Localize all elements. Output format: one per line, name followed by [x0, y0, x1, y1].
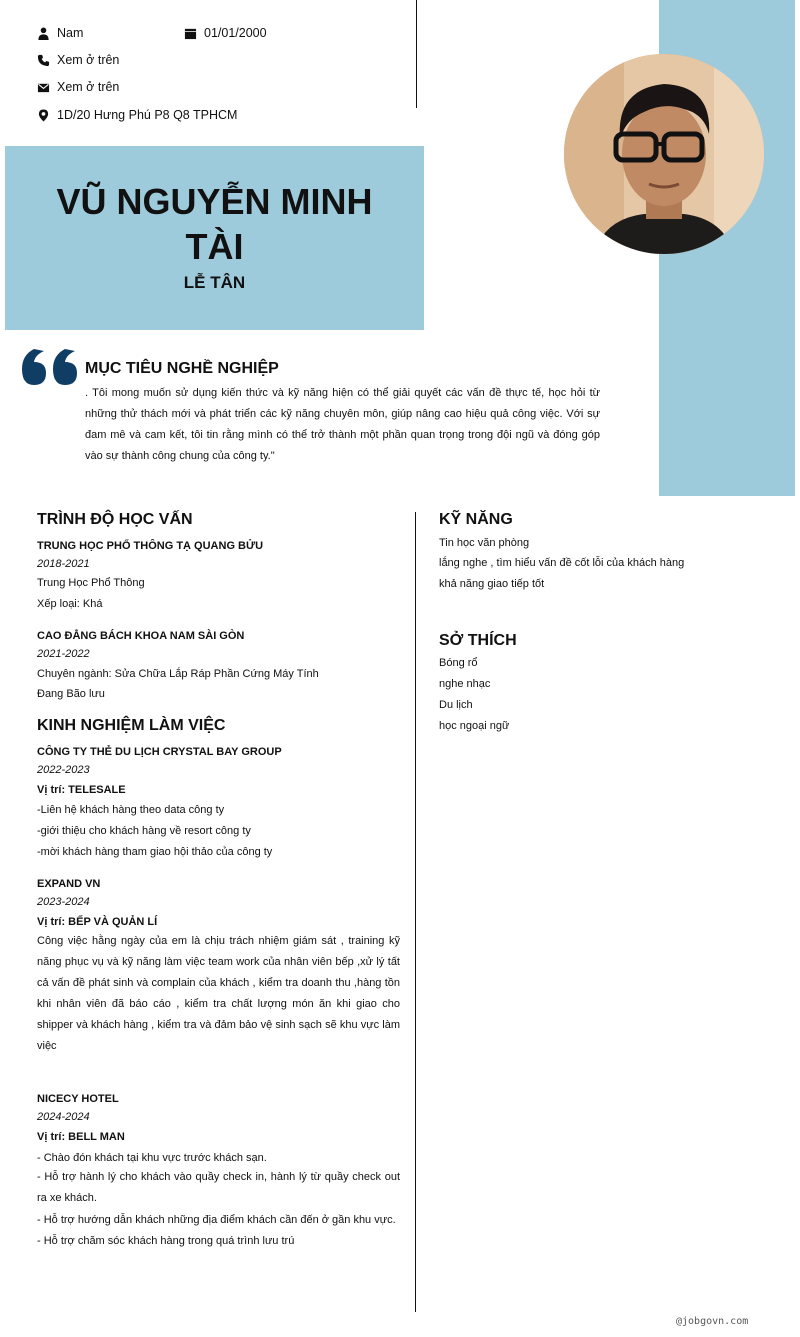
- education-detail: Chuyên ngành: Sửa Chữa Lắp Ráp Phần Cứng Máy Tính: [37, 668, 319, 680]
- hobbies-title: SỞ THÍCH: [439, 632, 517, 649]
- education-detail: Đang Bão lưu: [37, 688, 105, 700]
- phone-icon: [37, 54, 50, 67]
- experience-description: Công việc hằng ngày của em là chịu trách nhiệm giám sát , training kỹ năng phục vụ và kỹ năng làm việc team work của nhân viên bếp ,xử lý tất cả vấn đề phát sinh và complain của khách , kiểm tra doanh thu ,hàng tồn khi nhân viên đã báo cáo , kiểm tra chất lượng món ăn khi giao cho shipper và khách hàng , kiểm tra và đảm bảo vệ sinh sạch sẽ khu vực làm việc: [37, 935, 400, 1052]
- experience-position: Vị trí: BẾP VÀ QUẢN LÍ: [37, 916, 158, 928]
- experience-years: 2024-2024: [37, 1111, 90, 1123]
- skill-item: Tin học văn phòng: [439, 537, 530, 549]
- quote-icon: [20, 345, 78, 387]
- name-banner: [5, 146, 424, 330]
- contact-birthdate: [184, 26, 267, 40]
- experience-duty: - Chào đón khách tại khu vực trước khách sạn.: [37, 1152, 267, 1164]
- full-name: VŨ NGUYỄN MINH TÀI: [56, 181, 373, 267]
- email-text: Xem ở trên: [57, 80, 120, 94]
- job-title: LỄ TÂN: [183, 273, 246, 292]
- hobby-item: Bóng rổ: [439, 657, 478, 669]
- birthdate-text: 01/01/2000: [204, 26, 267, 40]
- contact-address: [37, 108, 237, 122]
- profile-photo: [564, 54, 764, 254]
- education-detail: Xếp loại: Khá: [37, 598, 103, 610]
- education-years: 2021-2022: [37, 648, 90, 660]
- objective-text: . Tôi mong muốn sử dụng kiến thức và kỹ năng hiện có thể giải quyết các vấn đề thực tế, học hỏi từ những thử thách mới và phát triển các kỹ năng chuyên môn, giúp nâng cao hiệu quả công việc. Với sự đam mê và cam kết, tôi tin rằng mình có thể trở thành một phần quan trọng trong đội ngũ và đóng góp vào sự thành công chung của công ty.": [85, 387, 600, 462]
- experience-duty: -mời khách hàng tham giao hội thảo của công ty: [37, 846, 273, 858]
- watermark: @jobgovn.com: [676, 1316, 749, 1327]
- experience-company: EXPAND VN: [37, 878, 101, 890]
- education-school: CAO ĐẲNG BÁCH KHOA NAM SÀI GÒN: [37, 630, 245, 642]
- experience-duty: - Hỗ trợ chăm sóc khách hàng trong quá trình lưu trú: [37, 1235, 295, 1247]
- objective-title: MỤC TIÊU NGHỀ NGHIỆP: [85, 360, 279, 377]
- experience-company: CÔNG TY THẺ DU LỊCH CRYSTAL BAY GROUP: [37, 746, 282, 758]
- experience-years: 2022-2023: [37, 764, 90, 776]
- contact-email: [37, 80, 119, 94]
- education-years: 2018-2021: [37, 558, 90, 570]
- skill-item: lắng nghe , tìm hiểu vấn đề cốt lỗi của khách hàng: [439, 557, 685, 569]
- experience-company: NICECY HOTEL: [37, 1093, 119, 1105]
- contact-phone: [37, 53, 119, 67]
- hobby-item: học ngoại ngữ: [439, 720, 510, 732]
- phone-text: Xem ở trên: [57, 53, 120, 67]
- top-divider: [416, 0, 417, 108]
- experience-duty: - Hỗ trợ hướng dẫn khách những địa điểm khách cần đến ở gần khu vực.: [37, 1214, 396, 1226]
- experience-duty: - Hỗ trợ hành lý cho khách vào quầy check in, hành lý từ quầy check out ra xe khách.: [37, 1171, 400, 1204]
- experience-position: Vị trí: TELESALE: [37, 784, 126, 796]
- skill-item: khả năng giao tiếp tốt: [439, 578, 545, 590]
- column-divider: [415, 512, 416, 1312]
- person-icon: [37, 27, 50, 40]
- location-pin-icon: [37, 109, 50, 122]
- calendar-icon: [184, 27, 197, 40]
- experience-title: KINH NGHIỆM LÀM VIỆC: [37, 717, 226, 734]
- education-title: TRÌNH ĐỘ HỌC VẤN: [37, 511, 193, 528]
- education-school: TRUNG HỌC PHỔ THÔNG TẠ QUANG BỬU: [37, 540, 264, 552]
- contact-gender: [37, 26, 83, 40]
- experience-duty: -giới thiệu cho khách hàng về resort công ty: [37, 825, 251, 837]
- envelope-icon: [37, 81, 50, 94]
- skills-title: KỸ NĂNG: [439, 511, 513, 528]
- hobby-item: Du lịch: [439, 699, 473, 711]
- gender-text: Nam: [57, 26, 84, 40]
- address-text: 1D/20 Hưng Phú P8 Q8 TPHCM: [57, 108, 238, 122]
- education-detail: Trung Học Phổ Thông: [37, 577, 145, 589]
- experience-years: 2023-2024: [37, 896, 90, 908]
- experience-duty: -Liên hệ khách hàng theo data công ty: [37, 804, 225, 816]
- hobby-item: nghe nhạc: [439, 678, 491, 690]
- experience-position: Vị trí: BELL MAN: [37, 1131, 125, 1143]
